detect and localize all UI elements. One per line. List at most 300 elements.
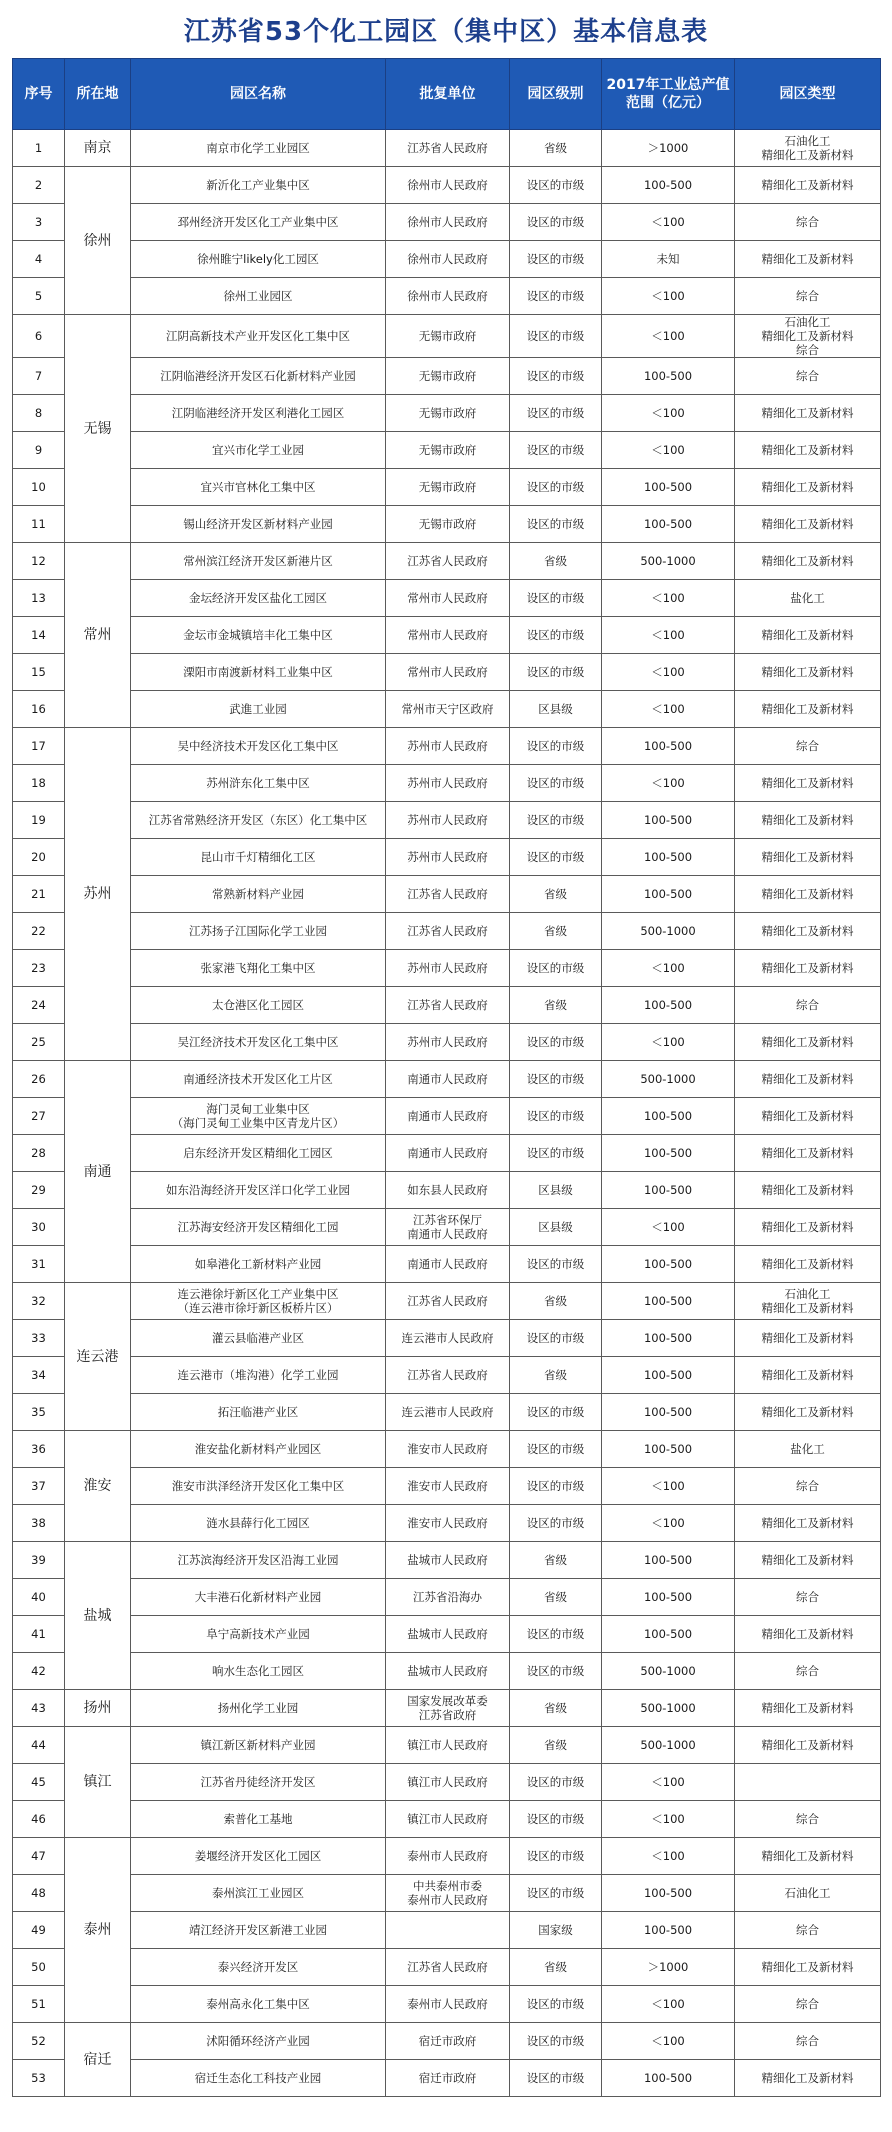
cell-level: 设区的市级 — [510, 1024, 602, 1061]
cell-output-range: 100-500 — [602, 167, 735, 204]
cell-approver: 苏州市人民政府 — [386, 728, 510, 765]
cell-city: 南通 — [65, 1061, 131, 1283]
cell-approver: 泰州市人民政府 — [386, 1986, 510, 2023]
cell-level: 设区的市级 — [510, 1320, 602, 1357]
table-row — [13, 1838, 881, 1875]
table-row — [13, 241, 881, 278]
cell-park-name: 锡山经济开发区新材料产业园 — [131, 506, 386, 543]
cell-park-name: 江苏滨海经济开发区沿海工业园 — [131, 1542, 386, 1579]
cell-approver: 徐州市人民政府 — [386, 278, 510, 315]
table-row — [13, 1357, 881, 1394]
cell-park-type: 精细化工及新材料 — [735, 1024, 881, 1061]
cell-index: 42 — [13, 1653, 65, 1690]
cell-approver: 泰州市人民政府 — [386, 1838, 510, 1875]
cell-index: 11 — [13, 506, 65, 543]
cell-park-name: 新沂化工产业集中区 — [131, 167, 386, 204]
cell-output-range: 100-500 — [602, 1135, 735, 1172]
cell-approver: 南通市人民政府 — [386, 1135, 510, 1172]
table-row — [13, 1727, 881, 1764]
cell-approver: 徐州市人民政府 — [386, 167, 510, 204]
cell-park-type: 精细化工及新材料 — [735, 432, 881, 469]
cell-level: 设区的市级 — [510, 1986, 602, 2023]
cell-output-range: 100-500 — [602, 1579, 735, 1616]
cell-output-range: ＜100 — [602, 1764, 735, 1801]
cell-level: 设区的市级 — [510, 1505, 602, 1542]
cell-park-name: 宜兴市官林化工集中区 — [131, 469, 386, 506]
cell-index: 51 — [13, 1986, 65, 2023]
cell-park-name: 大丰港石化新材料产业园 — [131, 1579, 386, 1616]
cell-approver: 江苏省人民政府 — [386, 1283, 510, 1320]
cell-output-range: 100-500 — [602, 1912, 735, 1949]
table-row — [13, 1283, 881, 1320]
cell-output-range: 100-500 — [602, 1875, 735, 1912]
cell-park-name: 江阴高新技术产业开发区化工集中区 — [131, 315, 386, 358]
table-row — [13, 1505, 881, 1542]
cell-level: 设区的市级 — [510, 432, 602, 469]
cell-park-name: 淮安市洪泽经济开发区化工集中区 — [131, 1468, 386, 1505]
cell-output-range: ＜100 — [602, 950, 735, 987]
cell-city: 连云港 — [65, 1283, 131, 1431]
cell-output-range: ＜100 — [602, 395, 735, 432]
cell-park-name: 阜宁高新技术产业园 — [131, 1616, 386, 1653]
cell-park-name: 宿迁生态化工科技产业园 — [131, 2060, 386, 2097]
table-row — [13, 130, 881, 167]
cell-index: 48 — [13, 1875, 65, 1912]
cell-index: 21 — [13, 876, 65, 913]
cell-park-name: 扬州化学工业园 — [131, 1690, 386, 1727]
cell-park-type: 精细化工及新材料 — [735, 1505, 881, 1542]
table-row — [13, 395, 881, 432]
cell-park-name: 昆山市千灯精细化工区 — [131, 839, 386, 876]
cell-output-range: ＜100 — [602, 691, 735, 728]
cell-output-range: ＜100 — [602, 204, 735, 241]
cell-park-type — [735, 1764, 881, 1801]
cell-city: 南京 — [65, 130, 131, 167]
cell-park-type: 精细化工及新材料 — [735, 241, 881, 278]
cell-approver: 江苏省人民政府 — [386, 543, 510, 580]
table-row — [13, 204, 881, 241]
cell-park-type: 精细化工及新材料 — [735, 469, 881, 506]
cell-level: 国家级 — [510, 1912, 602, 1949]
cell-index: 32 — [13, 1283, 65, 1320]
cell-park-type: 盐化工 — [735, 1431, 881, 1468]
cell-park-name: 武進工业园 — [131, 691, 386, 728]
cell-level: 省级 — [510, 987, 602, 1024]
cell-level: 省级 — [510, 1727, 602, 1764]
cell-level: 省级 — [510, 1283, 602, 1320]
cell-index: 35 — [13, 1394, 65, 1431]
cell-index: 15 — [13, 654, 65, 691]
cell-park-name: 江苏省常熟经济开发区（东区）化工集中区 — [131, 802, 386, 839]
cell-index: 34 — [13, 1357, 65, 1394]
cell-index: 27 — [13, 1098, 65, 1135]
table-row — [13, 2060, 881, 2097]
cell-index: 30 — [13, 1209, 65, 1246]
cell-index: 23 — [13, 950, 65, 987]
cell-approver: 无锡市政府 — [386, 358, 510, 395]
cell-approver: 镇江市人民政府 — [386, 1801, 510, 1838]
table-row — [13, 580, 881, 617]
cell-park-name: 江苏省丹徒经济开发区 — [131, 1764, 386, 1801]
cell-level: 省级 — [510, 1579, 602, 1616]
table-row — [13, 1949, 881, 1986]
cell-park-name: 溧阳市南渡新材料工业集中区 — [131, 654, 386, 691]
cell-index: 44 — [13, 1727, 65, 1764]
cell-level: 省级 — [510, 1542, 602, 1579]
cell-output-range: ＜100 — [602, 654, 735, 691]
cell-park-name: 常州滨江经济开发区新港片区 — [131, 543, 386, 580]
cell-level: 省级 — [510, 543, 602, 580]
cell-park-name: 泰州高永化工集中区 — [131, 1986, 386, 2023]
cell-level: 设区的市级 — [510, 2060, 602, 2097]
table-row — [13, 1394, 881, 1431]
cell-index: 33 — [13, 1320, 65, 1357]
cell-approver: 江苏省环保厅 南通市人民政府 — [386, 1209, 510, 1246]
header-row — [13, 59, 881, 130]
cell-park-type: 精细化工及新材料 — [735, 839, 881, 876]
cell-output-range: ＜100 — [602, 1209, 735, 1246]
cell-index: 17 — [13, 728, 65, 765]
table-row — [13, 654, 881, 691]
cell-park-type: 精细化工及新材料 — [735, 1542, 881, 1579]
table-row — [13, 278, 881, 315]
cell-output-range: 100-500 — [602, 506, 735, 543]
cell-approver: 江苏省人民政府 — [386, 1949, 510, 1986]
cell-approver: 徐州市人民政府 — [386, 241, 510, 278]
cell-park-name: 索普化工基地 — [131, 1801, 386, 1838]
table-row — [13, 1764, 881, 1801]
cell-level: 设区的市级 — [510, 1468, 602, 1505]
cell-city: 镇江 — [65, 1727, 131, 1838]
header-approver: 批复单位 — [386, 59, 510, 130]
cell-index: 52 — [13, 2023, 65, 2060]
table-row — [13, 1912, 881, 1949]
cell-park-name: 徐州工业园区 — [131, 278, 386, 315]
cell-park-type: 精细化工及新材料 — [735, 1357, 881, 1394]
cell-level: 设区的市级 — [510, 395, 602, 432]
cell-level: 设区的市级 — [510, 2023, 602, 2060]
cell-index: 24 — [13, 987, 65, 1024]
cell-level: 设区的市级 — [510, 1394, 602, 1431]
cell-index: 38 — [13, 1505, 65, 1542]
table-row — [13, 728, 881, 765]
cell-level: 设区的市级 — [510, 506, 602, 543]
cell-approver: 国家发展改革委 江苏省政府 — [386, 1690, 510, 1727]
cell-park-type: 精细化工及新材料 — [735, 765, 881, 802]
table-row — [13, 1172, 881, 1209]
table-row — [13, 469, 881, 506]
cell-output-range: 500-1000 — [602, 1061, 735, 1098]
cell-park-type: 综合 — [735, 1579, 881, 1616]
cell-approver: 苏州市人民政府 — [386, 950, 510, 987]
cell-park-type: 精细化工及新材料 — [735, 802, 881, 839]
cell-park-type: 综合 — [735, 278, 881, 315]
cell-park-type: 精细化工及新材料 — [735, 1320, 881, 1357]
cell-level: 设区的市级 — [510, 278, 602, 315]
cell-park-type: 精细化工及新材料 — [735, 1838, 881, 1875]
cell-approver: 盐城市人民政府 — [386, 1542, 510, 1579]
cell-approver: 苏州市人民政府 — [386, 802, 510, 839]
cell-approver: 江苏省人民政府 — [386, 1357, 510, 1394]
cell-park-name: 江阴临港经济开发区利港化工园区 — [131, 395, 386, 432]
cell-park-name: 如皋港化工新材料产业园 — [131, 1246, 386, 1283]
table-row — [13, 506, 881, 543]
table-row — [13, 987, 881, 1024]
cell-index: 29 — [13, 1172, 65, 1209]
cell-park-type: 精细化工及新材料 — [735, 1727, 881, 1764]
cell-output-range: 100-500 — [602, 728, 735, 765]
table-row — [13, 1542, 881, 1579]
cell-level: 设区的市级 — [510, 1431, 602, 1468]
cell-index: 18 — [13, 765, 65, 802]
cell-approver: 无锡市政府 — [386, 432, 510, 469]
cell-index: 1 — [13, 130, 65, 167]
cell-index: 41 — [13, 1616, 65, 1653]
table-row — [13, 1653, 881, 1690]
cell-city: 淮安 — [65, 1431, 131, 1542]
table-row — [13, 802, 881, 839]
cell-index: 50 — [13, 1949, 65, 1986]
cell-index: 43 — [13, 1690, 65, 1727]
cell-park-type: 精细化工及新材料 — [735, 543, 881, 580]
cell-park-type: 盐化工 — [735, 580, 881, 617]
cell-output-range: 100-500 — [602, 1431, 735, 1468]
cell-approver: 盐城市人民政府 — [386, 1653, 510, 1690]
table-title: 江苏省53个化工园区（集中区）基本信息表 — [183, 16, 709, 47]
cell-park-type: 精细化工及新材料 — [735, 1246, 881, 1283]
cell-park-name: 泰州滨江工业园区 — [131, 1875, 386, 1912]
cell-park-type: 精细化工及新材料 — [735, 1690, 881, 1727]
cell-output-range: ＜100 — [602, 432, 735, 469]
cell-index: 53 — [13, 2060, 65, 2097]
cell-index: 14 — [13, 617, 65, 654]
cell-park-name: 太仓港区化工园区 — [131, 987, 386, 1024]
header-index: 序号 — [13, 59, 65, 130]
cell-park-name: 淮安盐化新材料产业园区 — [131, 1431, 386, 1468]
cell-index: 40 — [13, 1579, 65, 1616]
cell-city: 扬州 — [65, 1690, 131, 1727]
table-row — [13, 2023, 881, 2060]
cell-park-type: 精细化工及新材料 — [735, 876, 881, 913]
table-row — [13, 1579, 881, 1616]
table-row — [13, 876, 881, 913]
cell-output-range: ＜100 — [602, 765, 735, 802]
cell-output-range: ＜100 — [602, 1838, 735, 1875]
cell-park-type: 综合 — [735, 728, 881, 765]
cell-approver: 常州市人民政府 — [386, 580, 510, 617]
cell-index: 46 — [13, 1801, 65, 1838]
table-row — [13, 1431, 881, 1468]
cell-park-name: 金坛市金城镇培丰化工集中区 — [131, 617, 386, 654]
cell-level: 设区的市级 — [510, 950, 602, 987]
cell-index: 36 — [13, 1431, 65, 1468]
cell-output-range: 100-500 — [602, 876, 735, 913]
cell-park-name: 江苏扬子江国际化学工业园 — [131, 913, 386, 950]
cell-level: 设区的市级 — [510, 1875, 602, 1912]
cell-output-range: 100-500 — [602, 802, 735, 839]
cell-city: 泰州 — [65, 1838, 131, 2023]
header-park-type: 园区类型 — [735, 59, 881, 130]
cell-park-name: 宜兴市化学工业园 — [131, 432, 386, 469]
cell-index: 13 — [13, 580, 65, 617]
cell-city: 盐城 — [65, 1542, 131, 1690]
cell-level: 设区的市级 — [510, 167, 602, 204]
table-row — [13, 1246, 881, 1283]
cell-output-range: 100-500 — [602, 1357, 735, 1394]
cell-park-type: 石油化工 — [735, 1875, 881, 1912]
cell-park-name: 沭阳循环经济产业园 — [131, 2023, 386, 2060]
table-row — [13, 1690, 881, 1727]
header-output-range: 2017年工业总产值范围（亿元） — [602, 59, 735, 130]
cell-output-range: ＜100 — [602, 2023, 735, 2060]
cell-index: 9 — [13, 432, 65, 469]
cell-output-range: 500-1000 — [602, 543, 735, 580]
cell-city: 徐州 — [65, 167, 131, 315]
cell-output-range: ＜100 — [602, 1986, 735, 2023]
cell-park-name: 海门灵甸工业集中区 （海门灵甸工业集中区青龙片区） — [131, 1098, 386, 1135]
cell-approver: 南通市人民政府 — [386, 1246, 510, 1283]
cell-park-type: 精细化工及新材料 — [735, 1394, 881, 1431]
table-row — [13, 1801, 881, 1838]
cell-park-type: 综合 — [735, 1801, 881, 1838]
cell-level: 设区的市级 — [510, 580, 602, 617]
cell-approver: 常州市人民政府 — [386, 617, 510, 654]
cell-park-name: 姜堰经济开发区化工园区 — [131, 1838, 386, 1875]
table-row — [13, 1320, 881, 1357]
cell-park-type: 精细化工及新材料 — [735, 1616, 881, 1653]
cell-output-range: ＜100 — [602, 1801, 735, 1838]
cell-index: 19 — [13, 802, 65, 839]
cell-output-range: 100-500 — [602, 2060, 735, 2097]
table-row — [13, 543, 881, 580]
cell-output-range: 100-500 — [602, 987, 735, 1024]
cell-index: 49 — [13, 1912, 65, 1949]
cell-park-name: 涟水县薛行化工园区 — [131, 1505, 386, 1542]
cell-park-name: 邳州经济开发区化工产业集中区 — [131, 204, 386, 241]
cell-level: 设区的市级 — [510, 1246, 602, 1283]
table-row — [13, 765, 881, 802]
cell-output-range: 100-500 — [602, 1283, 735, 1320]
cell-level: 设区的市级 — [510, 1838, 602, 1875]
cell-park-name: 江阴临港经济开发区石化新材料产业园 — [131, 358, 386, 395]
cell-park-type: 精细化工及新材料 — [735, 1172, 881, 1209]
cell-index: 26 — [13, 1061, 65, 1098]
cell-park-type: 综合 — [735, 2023, 881, 2060]
cell-approver: 镇江市人民政府 — [386, 1727, 510, 1764]
cell-index: 37 — [13, 1468, 65, 1505]
cell-approver: 宿迁市政府 — [386, 2023, 510, 2060]
cell-park-name: 镇江新区新材料产业园 — [131, 1727, 386, 1764]
cell-approver: 江苏省沿海办 — [386, 1579, 510, 1616]
cell-index: 31 — [13, 1246, 65, 1283]
cell-output-range: ＜100 — [602, 278, 735, 315]
table-row — [13, 839, 881, 876]
cell-output-range: 100-500 — [602, 1172, 735, 1209]
cell-approver: 苏州市人民政府 — [386, 765, 510, 802]
cell-index: 10 — [13, 469, 65, 506]
cell-index: 7 — [13, 358, 65, 395]
cell-park-name: 泰兴经济开发区 — [131, 1949, 386, 1986]
cell-park-name: 张家港飞翔化工集中区 — [131, 950, 386, 987]
cell-park-type: 精细化工及新材料 — [735, 950, 881, 987]
cell-park-type: 综合 — [735, 358, 881, 395]
cell-output-range: 500-1000 — [602, 913, 735, 950]
cell-output-range: 100-500 — [602, 358, 735, 395]
cell-level: 省级 — [510, 1949, 602, 1986]
cell-park-type: 综合 — [735, 1468, 881, 1505]
cell-park-type: 精细化工及新材料 — [735, 1209, 881, 1246]
header-level: 园区级别 — [510, 59, 602, 130]
cell-index: 16 — [13, 691, 65, 728]
cell-park-type: 精细化工及新材料 — [735, 1135, 881, 1172]
cell-output-range: 100-500 — [602, 1394, 735, 1431]
cell-approver: 连云港市人民政府 — [386, 1394, 510, 1431]
cell-park-type: 精细化工及新材料 — [735, 1061, 881, 1098]
cell-park-name: 徐州睢宁likely化工园区 — [131, 241, 386, 278]
cell-approver: 宿迁市政府 — [386, 2060, 510, 2097]
cell-approver: 淮安市人民政府 — [386, 1468, 510, 1505]
cell-level: 省级 — [510, 1357, 602, 1394]
cell-output-range: ＞1000 — [602, 1949, 735, 1986]
cell-output-range: 100-500 — [602, 469, 735, 506]
table-row — [13, 691, 881, 728]
cell-city: 宿迁 — [65, 2023, 131, 2097]
cell-approver: 盐城市人民政府 — [386, 1616, 510, 1653]
table-row — [13, 1986, 881, 2023]
cell-approver: 淮安市人民政府 — [386, 1431, 510, 1468]
cell-level: 设区的市级 — [510, 617, 602, 654]
cell-approver: 江苏省人民政府 — [386, 876, 510, 913]
cell-approver: 无锡市政府 — [386, 315, 510, 358]
cell-approver: 常州市天宁区政府 — [386, 691, 510, 728]
cell-park-type: 综合 — [735, 204, 881, 241]
cell-park-name: 响水生态化工园区 — [131, 1653, 386, 1690]
table-row — [13, 1098, 881, 1135]
cell-park-name: 启东经济开发区精细化工园区 — [131, 1135, 386, 1172]
cell-index: 5 — [13, 278, 65, 315]
cell-index: 12 — [13, 543, 65, 580]
cell-output-range: ＜100 — [602, 617, 735, 654]
cell-park-type: 精细化工及新材料 — [735, 1098, 881, 1135]
cell-level: 设区的市级 — [510, 204, 602, 241]
cell-approver: 镇江市人民政府 — [386, 1764, 510, 1801]
table-body — [13, 130, 881, 2097]
cell-park-name: 金坛经济开发区盐化工园区 — [131, 580, 386, 617]
cell-approver: 如东县人民政府 — [386, 1172, 510, 1209]
cell-level: 设区的市级 — [510, 802, 602, 839]
cell-park-type: 综合 — [735, 987, 881, 1024]
cell-level: 省级 — [510, 876, 602, 913]
cell-level: 设区的市级 — [510, 315, 602, 358]
cell-output-range: 100-500 — [602, 1542, 735, 1579]
cell-level: 区县级 — [510, 1172, 602, 1209]
cell-output-range: 未知 — [602, 241, 735, 278]
cell-park-name: 南京市化学工业园区 — [131, 130, 386, 167]
cell-index: 45 — [13, 1764, 65, 1801]
cell-approver: 淮安市人民政府 — [386, 1505, 510, 1542]
cell-output-range: 500-1000 — [602, 1690, 735, 1727]
cell-output-range: ＜100 — [602, 580, 735, 617]
cell-level: 设区的市级 — [510, 839, 602, 876]
cell-park-type: 精细化工及新材料 — [735, 654, 881, 691]
cell-approver: 无锡市政府 — [386, 395, 510, 432]
cell-output-range: 500-1000 — [602, 1727, 735, 1764]
cell-approver: 连云港市人民政府 — [386, 1320, 510, 1357]
table-row — [13, 358, 881, 395]
cell-park-name: 苏州浒东化工集中区 — [131, 765, 386, 802]
cell-approver: 苏州市人民政府 — [386, 839, 510, 876]
cell-park-type: 石油化工 精细化工及新材料 — [735, 1283, 881, 1320]
